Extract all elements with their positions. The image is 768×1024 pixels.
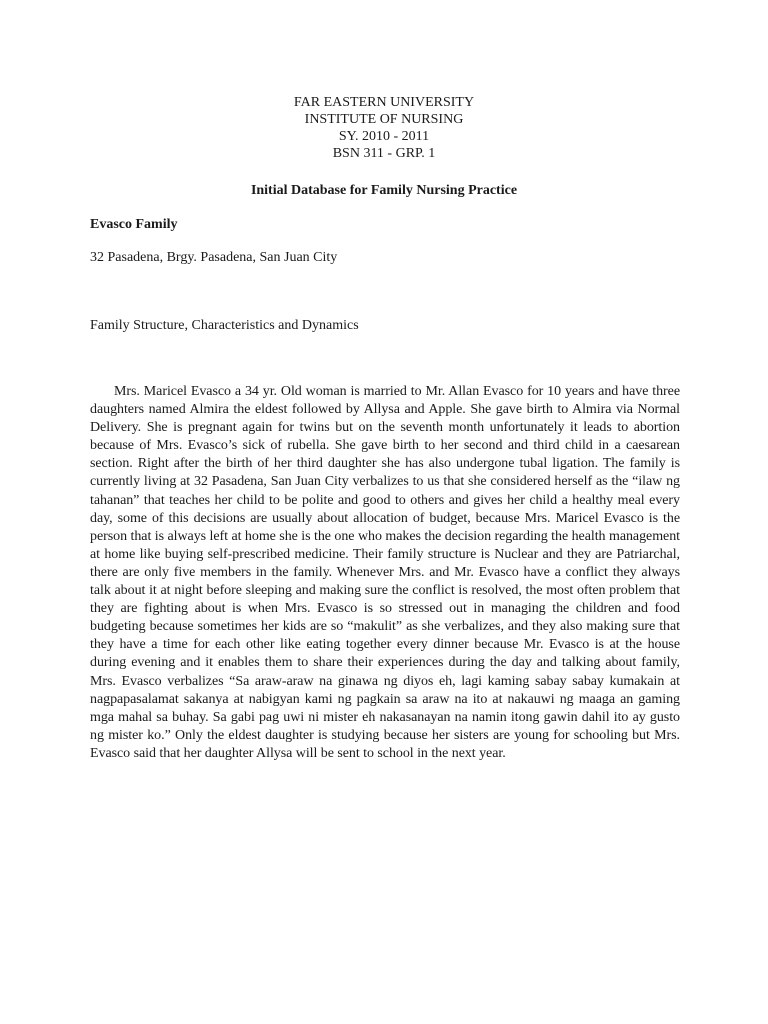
family-name: Evasco Family bbox=[90, 217, 178, 232]
family-address: 32 Pasadena, Brgy. Pasadena, San Juan City bbox=[90, 250, 338, 265]
class-section: BSN 311 - GRP. 1 bbox=[332, 146, 436, 161]
university-name: FAR EASTERN UNIVERSITY bbox=[293, 95, 475, 110]
school-year: SY. 2010 - 2011 bbox=[338, 129, 430, 144]
section-heading: Family Structure, Characteristics and Dynamics bbox=[90, 318, 359, 333]
body-paragraph: Mrs. Maricel Evasco a 34 yr. Old woman is married to Mr. Allan Evasco for 10 years and have three daughters named Almira the eldest followed by Allysa and Apple. She gave birth to Almira via Normal Delivery. She is pregnant again for twins but on the seventh month unfortunately it leads to abortion because of Mrs. Evasco’s sick of rubella. She gave birth to her second and third child in a caesarean section. Right after the birth of her third daughter she has also undergone tubal ligation. The family is currently living at 32 Pasadena, San Juan City verbalizes to us that she considered herself as the “ilaw ng tahanan” that teaches her child to be polite and good to others and gives her child a healthy meal every day, some of this decisions are usually about allocation of budget, because Mrs. Maricel Evasco is the person that is always left at home she is the one who makes the decision regarding the health management at home like buying self-prescribed medicine. Their family structure is Nuclear and they are Patriarchal, there are only five members in the family. Whenever Mrs. and Mr. Evasco have a conflict they always talk about it at night before sleeping and making sure the conflict is resolved, the most often problem that they are fighting about is when Mrs. Evasco is so stressed out in managing the children and food budgeting because sometimes her kids are so “makulit” as she verbalizes, and they also making sure that they have a time for each other like eating together every dinner because Mr. Evasco is at the house during evening and it enables them to share their experiences during the day and talking about family, Mrs. Evasco verbalizes “Sa araw-araw na ginawa ng diyos eh, lagi kaming sabay sabay kumakain at nagpapasalamat sakanya at nabigyan kami ng pagkain sa araw na ito at nakauwi ng maaga an gaming mga mahal sa buhay. Sa gabi pag uwi ni mister eh nakasanayan na namin itong gawin dahil ito ay gusto ng mister ko.” Only the eldest daughter is studying because her sisters are young for schooling but Mrs. Evasco said that her daughter Allysa will be sent to school in the next year. bbox=[90, 384, 680, 761]
document-title: Initial Database for Family Nursing Practice bbox=[250, 183, 518, 198]
institute-name: INSTITUTE OF NURSING bbox=[304, 112, 464, 127]
document-header bbox=[0, 94, 768, 162]
